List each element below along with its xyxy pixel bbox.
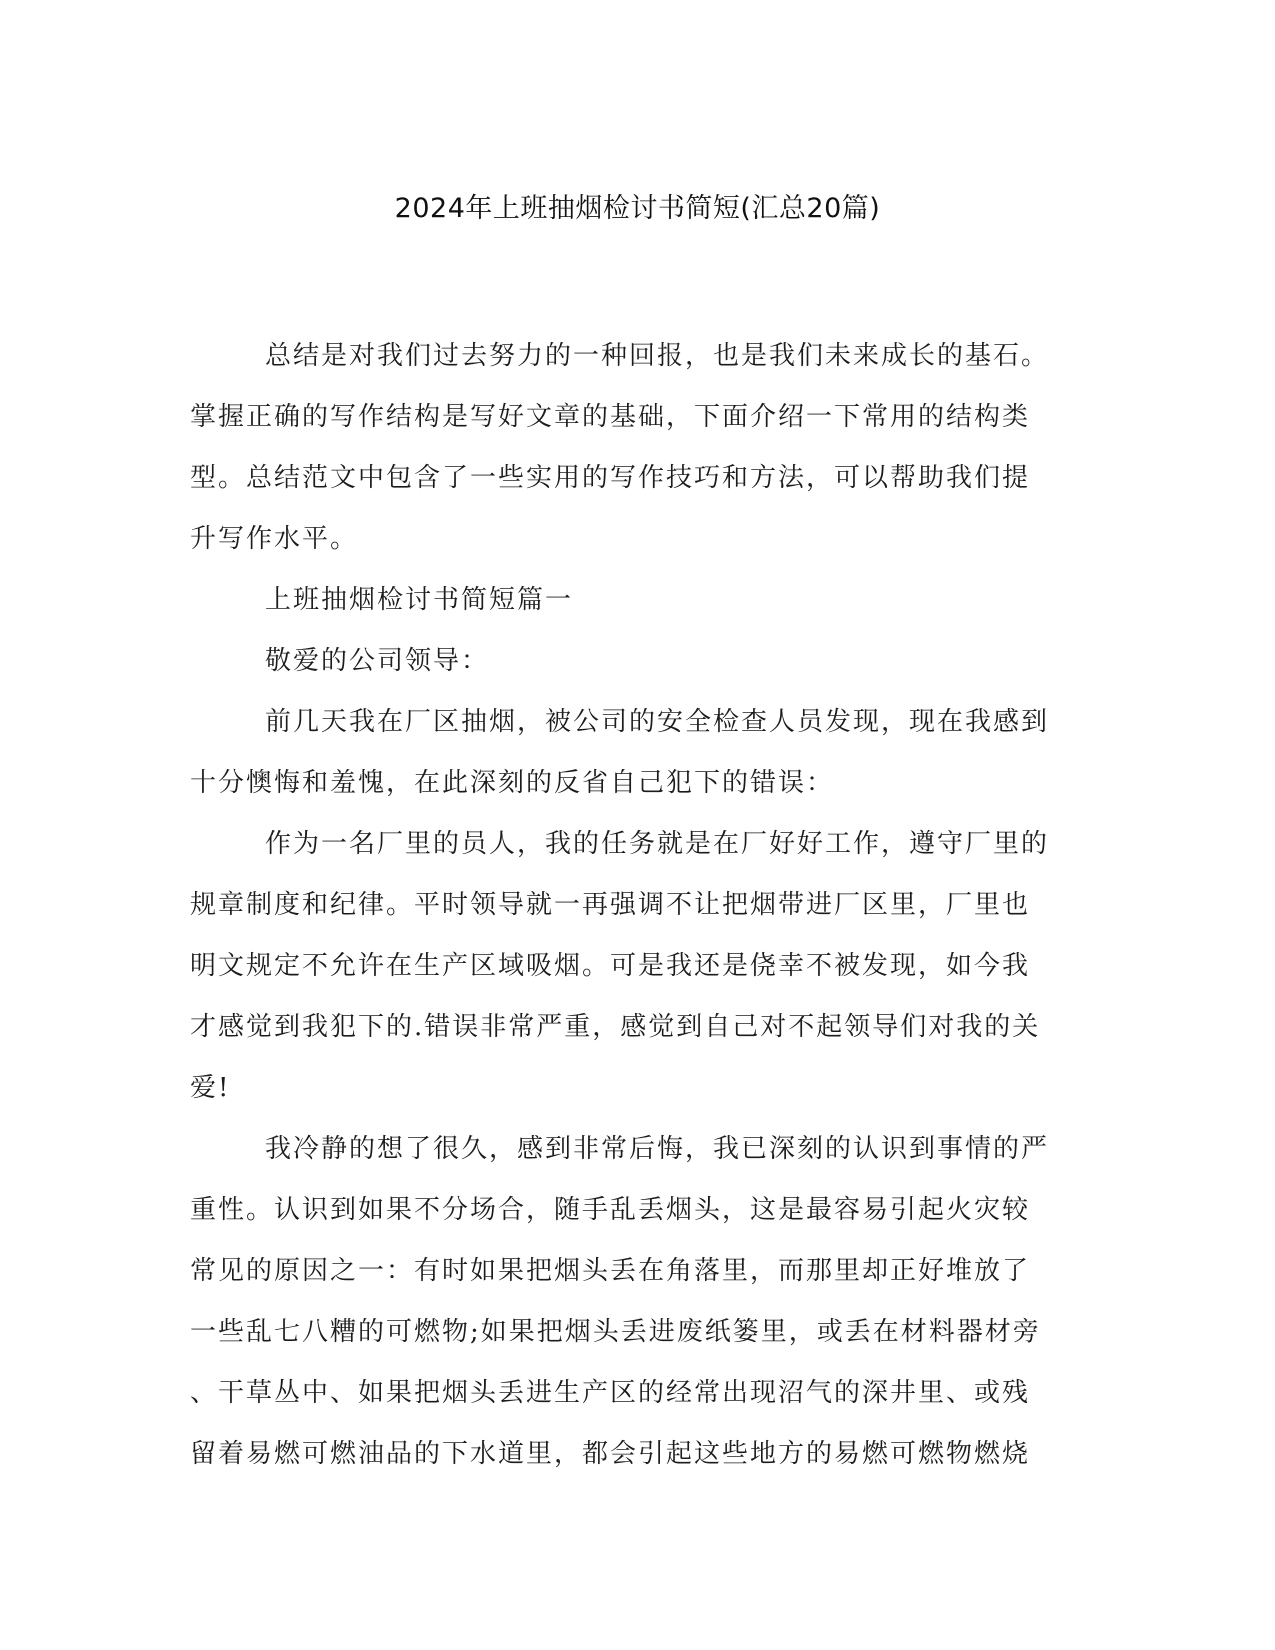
body-line: 掌握正确的写作结构是写好文章的基础，下面介绍一下常用的结构类 <box>190 402 1031 432</box>
body-line: 升写作水平。 <box>190 524 359 554</box>
document-title: 2024年上班抽烟检讨书简短(汇总20篇) <box>394 193 881 224</box>
body-line: 明文规定不允许在生产区域吸烟。可是我还是侥幸不被发现，如今我 <box>190 951 1031 981</box>
body-line: 规章制度和纪律。平时领导就一再强调不让把烟带进厂区里，厂里也 <box>190 890 1031 920</box>
body-line: 、干草丛中、如果把烟头丢进生产区的经常出现沼气的深井里、或残 <box>190 1378 1031 1408</box>
body-line: 留着易燃可燃油品的下水道里，都会引起这些地方的易燃可燃物燃烧 <box>190 1439 1031 1469</box>
body-line: 一些乱七八糟的可燃物;如果把烟头丢进废纸篓里，或丢在材料器材旁 <box>190 1317 1041 1347</box>
body-line: 才感觉到我犯下的.错误非常严重，感觉到自己对不起领导们对我的关 <box>190 1012 1041 1042</box>
body-line: 十分懊悔和羞愧，在此深刻的反省自己犯下的错误： <box>190 768 835 798</box>
body-line: 常见的原因之一：有时如果把烟头丢在角落里，而那里却正好堆放了 <box>190 1256 1031 1286</box>
document-body <box>190 336 1080 1495</box>
body-line: 型。总结范文中包含了一些实用的写作技巧和方法，可以帮助我们提 <box>190 463 1031 493</box>
body-line: 前几天我在厂区抽烟，被公司的安全检查人员发现，现在我感到 <box>265 707 1050 737</box>
body-line: 爱! <box>190 1073 231 1103</box>
body-line: 我冷静的想了很久，感到非常后悔，我已深刻的认识到事情的严 <box>265 1134 1050 1164</box>
body-line: 总结是对我们过去努力的一种回报，也是我们未来成长的基石。 <box>265 341 1050 371</box>
body-line: 重性。认识到如果不分场合，随手乱丢烟头，这是最容易引起火灾较 <box>190 1195 1031 1225</box>
body-line: 敬爱的公司领导： <box>265 646 490 676</box>
body-line: 作为一名厂里的员人，我的任务就是在厂好好工作，遵守厂里的 <box>265 829 1050 859</box>
body-line: 上班抽烟检讨书简短篇一 <box>265 585 574 615</box>
